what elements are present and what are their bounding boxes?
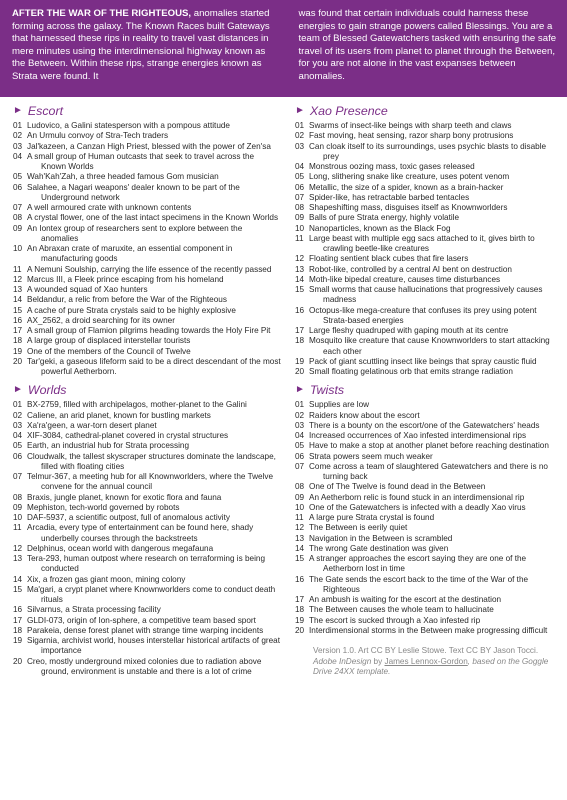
list-item: [13, 493, 281, 503]
item-number: 07: [295, 192, 305, 202]
item-number: 04: [13, 431, 23, 440]
item-text: Octopus-like mega-creature that confuses its prey using potent Strata-based energies: [309, 305, 537, 325]
intro-right-text: was found that certain individuals could harness these energies to gain strange powers called Blessings. You are a team of Blessed Gatewatchers tasked with ensuring the safe travel of its users from planet to planet through the Between, for you are not alone in the vast expanses between anomalies.: [298, 8, 557, 82]
list-item: [295, 142, 559, 163]
item-number: 02: [13, 410, 23, 420]
item-number: 20: [295, 625, 305, 635]
intro-left-text: anomalies started forming across the galaxy. The Known Races built Gateways that harnessed these rips in reality to travel vast distances in mere minutes using the interdimensional highway known as the Between. Within these rips, strange energies known as Strata were found. It: [12, 8, 270, 82]
item-number: 03: [295, 141, 305, 151]
item-text: Moth-like bipedal creature, causes time disturbances: [309, 274, 501, 284]
item-number: 11: [295, 513, 304, 522]
list-item: [295, 554, 559, 575]
list-item: [13, 224, 281, 245]
list-item: [13, 244, 281, 265]
list-item: [295, 523, 559, 533]
item-text: Delphinus, ocean world with dangerous megafauna: [27, 543, 214, 553]
list-item: [13, 347, 281, 357]
item-text: One of the members of the Council of Twelve: [27, 346, 191, 356]
twists-title: Twists: [309, 383, 345, 398]
item-number: 04: [295, 431, 305, 440]
item-number: 18: [13, 336, 23, 346]
item-number: 17: [13, 326, 23, 335]
list-item: [13, 400, 281, 410]
item-text: The Gate sends the escort back to the time of the War of the Righteous: [309, 574, 529, 594]
list-item: [295, 626, 559, 636]
item-text: Salahee, a Nagari weapons' dealer known to be part of the Underground network: [27, 182, 240, 202]
item-number: 19: [295, 356, 305, 366]
item-number: 16: [295, 305, 305, 315]
item-text: The Between is eerily quiet: [309, 523, 408, 533]
item-number: 15: [13, 305, 23, 315]
item-text: Creo, mostly underground mixed colonies due to radiation above ground, environment is unstable and there is a lot of crime: [27, 656, 262, 676]
item-text: Silvarnus, a Strata processing facility: [27, 605, 161, 615]
item-number: 13: [13, 554, 23, 563]
item-text: Large fleshy quadruped with gaping mouth at its centre: [309, 326, 509, 335]
list-item: [295, 275, 559, 285]
list-item: [295, 367, 559, 377]
item-text: Spider-like, has retractable barbed tentacles: [309, 192, 470, 202]
credits-template: 24XX: [334, 667, 355, 676]
item-number: 07: [13, 203, 23, 212]
triangle-right-icon: ►: [13, 384, 23, 396]
triangle-right-icon: ►: [13, 105, 23, 116]
list-item: [13, 172, 281, 182]
item-text: A well armoured crate with unknown contents: [27, 203, 192, 212]
item-text: Have to make a stop at another planet before reaching destination: [309, 441, 549, 451]
escort-heading: [13, 104, 281, 118]
item-number: 13: [295, 533, 305, 543]
item-number: 09: [295, 213, 305, 223]
item-text: Increased occurrences of Xao infested interdimensional rips: [309, 431, 527, 440]
item-number: 02: [295, 410, 305, 420]
list-item: [295, 575, 559, 596]
item-number: 03: [13, 141, 23, 151]
list-item: [295, 493, 559, 503]
item-number: 07: [295, 461, 305, 471]
list-item: [295, 595, 559, 605]
list-item: [13, 544, 281, 554]
item-text: An Iontex group of researchers sent to explore between the anomalies: [27, 223, 243, 243]
list-item: [13, 121, 281, 131]
list-item: [295, 452, 559, 462]
item-number: 12: [295, 254, 305, 264]
item-text: A small group of Flamion pilgrims heading towards the Holy Fire Pit: [27, 326, 271, 335]
item-number: 09: [295, 492, 305, 502]
item-text: Small floating gelatinous orb that emits strange radiation: [309, 367, 513, 376]
list-item: [295, 285, 559, 306]
credits-based: , based on the Goggle Drive: [313, 656, 549, 676]
item-number: 05: [13, 172, 23, 182]
item-text: Ludovico, a Galini statesperson with a pompous attitude: [27, 121, 230, 130]
item-number: 11: [295, 233, 304, 243]
item-number: 14: [13, 574, 23, 584]
item-text: A stranger approaches the escort saying they are one of the Aetherborn lost in time: [309, 554, 527, 574]
item-number: 08: [295, 203, 305, 212]
item-number: 13: [13, 285, 23, 294]
item-text: A cache of pure Strata crystals said to be highly explosive: [27, 305, 236, 315]
left-column: [0, 103, 287, 683]
item-text: A small group of Human outcasts that seek to travel across the Known Worlds: [27, 151, 255, 171]
item-text: An Urmulu convoy of Stra-Tech traders: [27, 131, 169, 141]
item-number: 11: [13, 264, 22, 274]
list-item: [295, 265, 559, 275]
list-item: [13, 626, 281, 636]
list-item: [295, 131, 559, 141]
item-number: 06: [13, 182, 23, 192]
list-item: [13, 142, 281, 152]
item-text: Metallic, the size of a spider, known as a brain-hacker: [309, 182, 504, 192]
item-number: 07: [13, 472, 23, 481]
list-item: [13, 152, 281, 173]
worlds-title: Worlds: [27, 383, 67, 398]
item-text: The wrong Gate destination was given: [309, 543, 449, 553]
item-text: The Between causes the whole team to hallucinate: [309, 605, 494, 615]
list-item: [13, 213, 281, 223]
right-column: [287, 103, 567, 683]
intro-lead: AFTER THE WAR OF THE RIGHTEOUS,: [12, 8, 192, 19]
item-number: 16: [13, 605, 23, 615]
list-item: [295, 534, 559, 544]
list-item: [13, 203, 281, 213]
list-item: [295, 462, 559, 483]
item-text: Large beast with multiple egg sacs attached to it, gives birth to crawling beetle-like creatures: [309, 233, 535, 253]
item-number: 02: [295, 131, 305, 141]
list-item: [295, 306, 559, 327]
list-item: [295, 162, 559, 172]
item-text: A large pure Strata crystal is found: [309, 513, 435, 522]
item-text: Earth, an industrial hub for Strata processing: [27, 441, 190, 451]
item-text: Floating sentient black cubes that fire lasers: [309, 254, 469, 264]
worlds-list: [13, 400, 281, 677]
item-text: BX-2759, filled with archipelagos, mother-planet to the Galini: [27, 400, 247, 410]
item-text: GLDI-073, origin of Ion-sphere, a competitive team based sport: [27, 615, 256, 625]
item-text: Long, slithering snake like creature, uses potent venom: [309, 172, 510, 182]
item-text: Fast moving, heat sensing, razor sharp bony protrusions: [309, 131, 514, 141]
item-text: A Nemuni Soulship, carrying the life essence of the recently passed: [27, 264, 272, 274]
list-item: [295, 605, 559, 615]
item-number: 10: [13, 244, 23, 253]
item-number: 04: [295, 162, 305, 171]
list-item: [13, 452, 281, 473]
list-item: [13, 411, 281, 421]
item-number: 02: [13, 131, 23, 141]
item-text: Navigation in the Between is scrambled: [309, 533, 453, 543]
item-text: A large group of displaced interstellar tourists: [27, 336, 191, 346]
item-text: Parakeia, dense forest planet with strange time warping incidents: [27, 625, 264, 635]
item-number: 16: [13, 315, 23, 325]
item-text: One of the Gatewatchers is infected with a deadly Xao virus: [309, 502, 526, 512]
item-number: 12: [13, 274, 23, 284]
credits: [295, 646, 559, 678]
item-number: 05: [295, 441, 305, 451]
credits-by: by: [371, 656, 385, 666]
list-item: [13, 285, 281, 295]
item-number: 01: [13, 121, 23, 130]
list-item: [13, 441, 281, 451]
list-item: [13, 183, 281, 204]
list-item: [13, 585, 281, 606]
list-item: [13, 431, 281, 441]
list-item: [13, 421, 281, 431]
item-number: 15: [13, 584, 23, 594]
list-item: [295, 193, 559, 203]
list-item: [13, 657, 281, 678]
item-text: Can cloak itself to its surroundings, uses psychic blasts to disable prey: [309, 141, 547, 161]
item-text: Wah'Kah'Zah, a three headed famous Gom musician: [27, 172, 219, 182]
item-text: Braxis, jungle planet, known for exotic flora and fauna: [27, 492, 222, 502]
item-number: 17: [295, 595, 305, 604]
list-item: [13, 316, 281, 326]
item-text: Raiders know about the escort: [309, 410, 420, 420]
list-item: [13, 265, 281, 275]
list-item: [295, 421, 559, 431]
item-text: Tar'geki, a gaseous lifeform said to be a direct descendant of the most powerful Aetherborn.: [27, 356, 281, 376]
item-text: Tera-293, human outpost where research on terraforming is being conducted: [27, 554, 266, 574]
item-number: 20: [295, 367, 305, 376]
item-number: 08: [295, 482, 305, 492]
item-number: 03: [295, 420, 305, 430]
item-text: The escort is sucked through a Xao infested rip: [309, 615, 481, 625]
list-item: [13, 336, 281, 346]
item-text: A crystal flower, one of the last intact specimens in the Known Worlds: [27, 213, 279, 223]
item-text: AX_2562, a droid searching for its owner: [27, 315, 175, 325]
item-number: 09: [13, 502, 23, 512]
xao-list: [295, 121, 559, 377]
item-text: Arcadia, every type of entertainment can be found here, shady underbelly courses through the backstreets: [27, 523, 254, 543]
item-text: Robot-like, controlled by a central AI bent on destruction: [309, 264, 512, 274]
item-number: 17: [13, 615, 23, 625]
item-number: 01: [295, 400, 305, 410]
item-text: Mosquito like creature that cause Knownworlders to start attacking each other: [309, 336, 550, 356]
item-number: 06: [295, 451, 305, 461]
list-item: [13, 295, 281, 305]
item-text: Caliene, an arid planet, known for bustling markets: [27, 410, 211, 420]
list-item: [13, 306, 281, 316]
intro-banner: [0, 0, 567, 97]
item-text: Shapeshifting mass, disguises itself as Knownworlders: [309, 203, 508, 212]
list-item: [13, 513, 281, 523]
list-item: [13, 523, 281, 544]
list-item: [295, 513, 559, 523]
list-item: [13, 275, 281, 285]
item-number: 12: [13, 543, 23, 553]
item-number: 08: [13, 492, 23, 502]
twists-list: [295, 400, 559, 636]
item-text: Small worms that cause hallucinations that progressively causes madness: [309, 285, 543, 305]
list-item: [295, 213, 559, 223]
escort-title: Escort: [27, 104, 64, 118]
item-text: Supplies are low: [309, 400, 370, 410]
item-number: 05: [13, 441, 23, 451]
credits-end: template.: [354, 667, 391, 676]
item-text: A wounded squad of Xao hunters: [27, 285, 148, 294]
list-item: [295, 326, 559, 336]
item-number: 09: [13, 223, 23, 233]
list-item: [295, 183, 559, 193]
list-item: [13, 326, 281, 336]
list-item: [13, 503, 281, 513]
list-item: [13, 616, 281, 626]
list-item: [13, 575, 281, 585]
list-item: [295, 336, 559, 357]
xao-title: Xao Presence: [309, 104, 388, 118]
item-number: 17: [295, 326, 305, 335]
item-text: Interdimensional storms in the Between make progressing difficult: [309, 625, 548, 635]
item-text: Nanoparticles, known as the Black Fog: [309, 223, 451, 233]
item-number: 04: [13, 151, 23, 161]
twists-heading: [295, 383, 559, 397]
xao-heading: [295, 104, 559, 118]
item-number: 10: [13, 513, 23, 522]
item-number: 06: [295, 182, 305, 192]
list-item: [295, 254, 559, 264]
item-number: 15: [295, 554, 305, 563]
item-text: Monstrous oozing mass, toxic gases released: [309, 162, 475, 171]
item-number: 01: [13, 400, 23, 410]
item-text: There is a bounty on the escort/one of the Gatewatchers' heads: [309, 420, 540, 430]
list-item: [295, 234, 559, 255]
credits-indesign: Adobe InDesign: [313, 656, 372, 666]
item-text: Ma'gari, a crypt planet where Knownworlders come to conduct death rituals: [27, 584, 276, 604]
item-number: 18: [13, 625, 23, 635]
credits-author-link[interactable]: James Lennox-Gordon: [384, 656, 468, 666]
item-number: 20: [13, 356, 23, 366]
list-item: [13, 605, 281, 615]
item-text: One of The Twelve is found dead in the Between: [309, 482, 486, 492]
item-text: Beldandur, a relic from before the War of the Righteous: [27, 295, 227, 305]
list-item: [13, 131, 281, 141]
escort-list: [13, 121, 281, 377]
intro-left-column: [12, 8, 285, 97]
item-text: Balls of pure Strata energy, highly volatile: [309, 213, 460, 223]
item-text: XIF-3084, cathedral-planet covered in crystal structures: [27, 431, 229, 440]
intro-right-column: [285, 8, 558, 97]
item-number: 08: [13, 213, 23, 223]
item-text: An Aetherborn relic is found stuck in an interdimensional rip: [309, 492, 525, 502]
list-item: [295, 441, 559, 451]
list-item: [13, 636, 281, 657]
item-number: 15: [295, 285, 305, 294]
item-text: Marcus III, a Fleek prince escaping from his homeland: [27, 274, 224, 284]
item-number: 19: [13, 346, 23, 356]
list-item: [295, 172, 559, 182]
item-number: 14: [13, 295, 23, 305]
item-text: Xix, a frozen gas giant moon, mining colony: [27, 574, 186, 584]
credits-part1: Version 1.0. Art CC BY Leslie Stowe. Text CC BY Jason Tocci.: [313, 646, 539, 655]
item-text: Cloudwalk, the tallest skyscraper structures dominate the landscape, filled with floating cities: [27, 451, 276, 471]
list-item: [295, 203, 559, 213]
item-text: Mephiston, tech-world governed by robots: [27, 502, 180, 512]
item-text: An Abraxan crate of maruxite, an essential component in manufacturing goods: [27, 244, 233, 264]
item-text: Telmur-367, a meeting hub for all Knownworlders, where the Twelve convene for the annual council: [27, 472, 274, 492]
item-number: 03: [13, 420, 23, 430]
list-item: [295, 503, 559, 513]
item-number: 18: [295, 336, 305, 346]
triangle-right-icon: ►: [295, 105, 305, 116]
item-text: Strata powers seem much weaker: [309, 451, 433, 461]
list-item: [295, 357, 559, 367]
item-number: 16: [295, 574, 305, 584]
list-item: [295, 411, 559, 421]
item-number: 14: [295, 274, 305, 284]
item-number: 10: [295, 502, 305, 512]
list-item: [13, 472, 281, 493]
list-item: [295, 482, 559, 492]
list-item: [13, 357, 281, 378]
item-number: 05: [295, 172, 305, 182]
item-number: 13: [295, 264, 305, 274]
item-text: Xa'ra'geen, a war-torn desert planet: [27, 420, 157, 430]
item-text: Swarms of insect-like beings with sharp teeth and claws: [309, 121, 512, 130]
item-number: 12: [295, 523, 305, 533]
item-number: 01: [295, 121, 305, 130]
item-text: DAF-5937, a scientific outpost, full of anomalous activity: [27, 513, 230, 522]
worlds-heading: [13, 383, 281, 397]
item-number: 10: [295, 223, 305, 233]
item-text: Jal'kazeen, a Canzan High Priest, blessed with the power of Zen'sa: [27, 141, 271, 151]
item-text: Sigarnia, archivist world, houses interstellar historical artifacts of great importance: [27, 636, 281, 656]
list-item: [13, 554, 281, 575]
list-item: [295, 544, 559, 554]
item-number: 06: [13, 451, 23, 461]
triangle-right-icon: ►: [295, 384, 305, 396]
item-number: 19: [295, 615, 305, 625]
list-item: [295, 431, 559, 441]
content-columns: [0, 103, 567, 683]
list-item: [295, 121, 559, 131]
list-item: [295, 616, 559, 626]
list-item: [295, 400, 559, 410]
item-number: 20: [13, 656, 23, 666]
list-item: [295, 224, 559, 234]
item-number: 19: [13, 636, 23, 645]
item-text: Come across a team of slaughtered Gatewatchers and there is no turning back: [309, 461, 548, 481]
item-number: 18: [295, 605, 305, 615]
item-text: An ambush is waiting for the escort at the destination: [309, 595, 502, 604]
item-number: 14: [295, 543, 305, 553]
item-number: 11: [13, 523, 22, 533]
item-text: Pack of giant scuttling insect like beings that spray caustic fluid: [309, 356, 537, 366]
